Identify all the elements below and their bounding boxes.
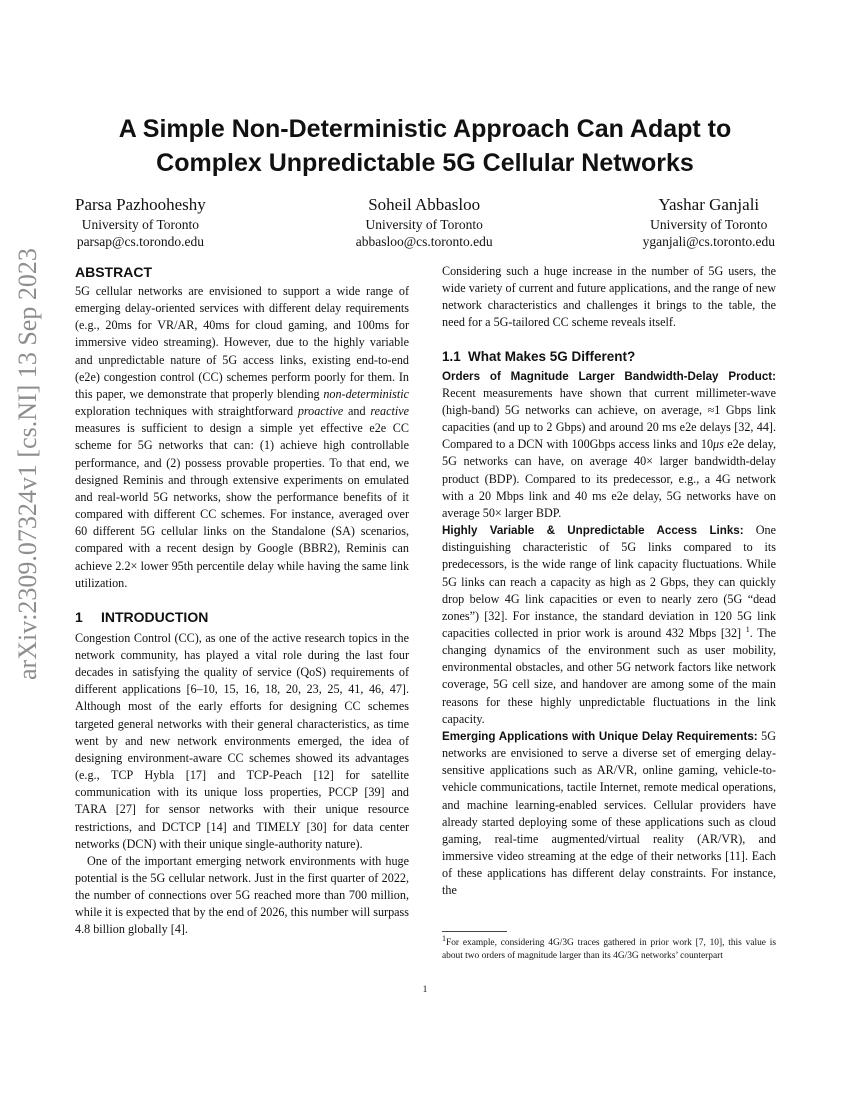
unit-mu: μs: [713, 437, 724, 452]
abstract-text-part: exploration techniques with straightforward: [75, 404, 298, 419]
paragraph-text: One distinguishing characteristic of 5G links compared to its predecessors, is the wide range of link capacity fluctuations. While 5G links can reach a capacity as high as 2 Gbps, they can quickly drop below 4G link capacities or even to nearly zero (5G “dead zones”) [32]. For instance, the standard deviation in 120 5G link capacities collected in prior work is around 432 Mbps [32]: [442, 523, 776, 640]
abstract-emphasis: non-deterministic: [323, 386, 409, 401]
bdp-paragraph: [442, 368, 776, 522]
title-line-1: A Simple Non-Deterministic Approach Can Adapt to: [118, 115, 732, 143]
author-2: [356, 193, 493, 250]
subsection-heading: [442, 348, 776, 366]
footnote-rule: [442, 931, 507, 932]
run-in-heading: Highly Variable & Unpredictable Access Links:: [442, 524, 744, 538]
paragraph-text: Recent measurements have shown that current millimeter-wave (high-band) 5G networks can achieve, on average, ≈1 Gbps link capacities (and up to 2 Gbps) and around 20 ms e2e delays [32, 44]. Compared to a DCN with 100Gbps access links and 10: [442, 385, 776, 452]
introduction-heading: [75, 608, 409, 626]
abstract-text-part: measures is sufficient to design a simple yet effective e2e CC scheme for 5G networks that can: (1) achieve high controllable performance, and (2) possess provable properties. To that end, we designed Reminis and through extensive experiments on emulated and real-world 5G networks, show the performance benefits of it compared with different CC schemes. For instance, averaged over 60 different 5G cellular links on the Standalone (SA) scenarios, compared with a recent design by Google (BBR2), Reminis can achieve 2.2× lower 95th percentile delay while having the same link utilization.: [75, 421, 409, 590]
title-line-2: Complex Unpredictable 5G Cellular Networks: [156, 149, 694, 177]
subsection-number: 1.1: [442, 348, 461, 364]
page-number: 1: [422, 985, 428, 995]
author-affiliation: University of Toronto: [81, 217, 200, 232]
author-name: Soheil Abbasloo: [368, 195, 481, 214]
footnote: [442, 933, 776, 963]
left-column: [75, 263, 409, 939]
arxiv-identifier: arXiv:2309.07324v1 [cs.NI] 13 Sep 2023: [13, 248, 42, 680]
author-email: abbasloo@cs.toronto.edu: [355, 234, 493, 249]
author-email: yganjali@cs.toronto.edu: [642, 234, 775, 249]
paragraph-text: . The changing dynamics of the environment such as user mobility, environmental obstacles, and other 5G network factors like network coverage, 5G cell size, and handover are among some of the main reasons for these highly unpredictable fluctuations in the link capacity.: [442, 625, 776, 726]
abstract-heading: ABSTRACT: [75, 264, 152, 280]
run-in-heading: Orders of Magnitude Larger Bandwidth-Delay Product:: [442, 369, 776, 383]
abstract-text-part: and: [343, 404, 371, 419]
author-name: Yashar Ganjali: [658, 195, 760, 214]
author-3: [643, 193, 775, 250]
author-affiliation: University of Toronto: [365, 217, 483, 232]
abstract-text: [75, 283, 409, 592]
subsection-title: What Makes 5G Different?: [468, 348, 636, 364]
variable-links-paragraph: [442, 522, 776, 728]
applications-paragraph: [442, 728, 776, 900]
footnote-marker[interactable]: 1: [745, 624, 750, 634]
run-in-heading: Emerging Applications with Unique Delay Requirements:: [442, 729, 758, 743]
paragraph-text: e2e delay, 5G networks can have, on average 40× larger bandwidth-delay product (BDP). Compared to its predecessor, e.g., a 4G network with a 20 Mbps link and 40 ms e2e delay, 5G networks have on average 50× larger BDP.: [442, 437, 776, 520]
section-number: 1: [75, 608, 83, 625]
paper-title: [60, 112, 790, 180]
intro-paragraph-1: Congestion Control (CC), as one of the active research topics in the network community, has played a vital role during the last four decades in satisfying the quality of service (QoS) requirements of different applications [6–10, 15, 16, 18, 20, 23, 25, 41, 46, 47]. Although most of the early efforts for designing CC schemes targeted general networks with their general characteristics, as time went by and new network environments emerged, the idea of designing environment-aware CC schemes showed its advantages (e.g., TCP Hybla [17] and TCP-Peach [12] for satellite communication with its unique loss properties, PCCP [39] and TARA [27] for sensor networks with their unique resource restrictions, and DCTCP [14] and TIMELY [30] for data center networks (DCN) with their unique single-authority nature).: [75, 630, 409, 851]
abstract-emphasis: proactive: [297, 404, 344, 419]
author-block: [75, 193, 775, 250]
author-1: [75, 193, 206, 250]
paragraph-text: 5G networks are envisioned to serve a diverse set of emerging delay-sensitive applications such as AR/VR, online gaming, vehicle-to-vehicle communications, tactile Internet, remote medical operations, and machine learning-enabled services. Cellular providers have already started deploying some of these applications such as cloud gaming, real-time augmented/virtual reality (AR/VR), and immersive video streaming at the edge of their networks [11]. Each of these applications has different delay constraints. For instance, the: [442, 728, 777, 898]
footnote-number: 1: [442, 933, 446, 943]
section-title: INTRODUCTION: [101, 608, 209, 625]
author-email: parsap@cs.torondo.edu: [76, 234, 204, 249]
abstract-emphasis: reactive: [370, 404, 409, 419]
footnote-text: For example, considering 4G/3G traces gathered in prior work [7, 10], this value is about two orders of magnitude larger than its 4G/3G networks’ counterpart: [442, 938, 776, 961]
right-column: [442, 263, 776, 899]
intro-paragraph-2: One of the important emerging network environments with huge potential is the 5G cellular network. Just in the first quarter of 2022, the number of connections over 5G reached more than 700 million, while it is expected that by the end of 2026, this number will surpass 4.8 billion globally [4].: [75, 853, 409, 937]
abstract-text-part: 5G cellular networks are envisioned to support a wide range of emerging delay-oriented services with different delay requirements (e.g., 20ms for VR/AR, 40ms for cloud gaming, and 100ms for immersive video streaming). However, due to the highly variable and unpredictable nature of 5G access links, existing end-to-end (e2e) congestion control (CC) schemes perform poorly for them. In this paper, we demonstrate that properly blending: [75, 284, 409, 401]
intro-paragraph-3: Considering such a huge increase in the number of 5G users, the wide variety of current and future applications, and the range of new network characteristics and challenges it brings to the table, the need for a 5G-tailored CC scheme reveals itself.: [442, 264, 776, 330]
author-name: Parsa Pazhooheshy: [75, 195, 206, 214]
author-affiliation: University of Toronto: [650, 217, 768, 232]
